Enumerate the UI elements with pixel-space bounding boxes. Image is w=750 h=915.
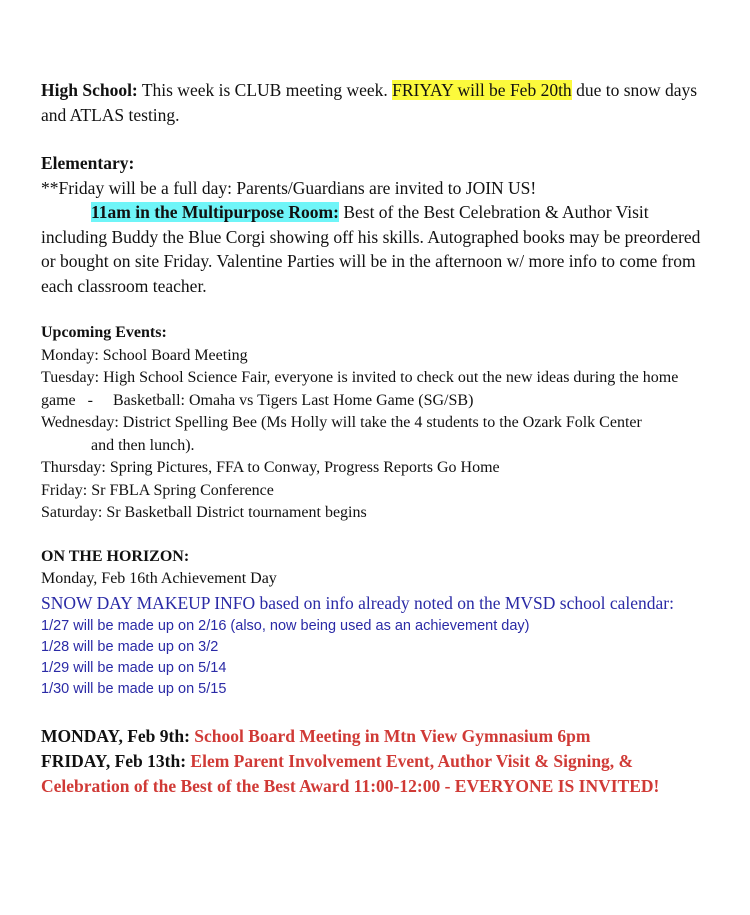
newsletter-document: [41, 78, 713, 799]
achievement-day-line: Monday, Feb 16th Achievement Day: [41, 570, 277, 587]
elementary-paragraph: [41, 200, 713, 298]
event-wednesday: Wednesday: District Spelling Bee (Ms Holly will take the 4 students to the Ozark Folk Center: [41, 414, 642, 431]
spacer: [41, 298, 713, 322]
upcoming-events-heading: Upcoming Events:: [41, 324, 167, 341]
event-saturday: Saturday: Sr Basketball District tournament begins: [41, 504, 367, 521]
event-thursday: Thursday: Spring Pictures, FFA to Conway, Progress Reports Go Home: [41, 459, 500, 476]
announcement-monday: [41, 724, 713, 749]
high-school-text-after: due to snow days and ATLAS testing.: [41, 80, 698, 125]
elementary-line-1: **Friday will be a full day: Parents/Guardians are invited to JOIN US!: [41, 177, 537, 198]
snow-day-makeup-info: SNOW DAY MAKEUP INFO based on info already noted on the MVSD school calendar:: [41, 592, 674, 613]
announcement-monday-text: School Board Meeting in Mtn View Gymnasium 6pm: [189, 725, 591, 746]
high-school-text-before: This week is CLUB meeting week.: [137, 80, 393, 100]
high-school-label: High School:: [41, 80, 138, 100]
spacer: [41, 127, 713, 151]
friyay-highlight: FRIYAY will be Feb 20th: [392, 80, 572, 100]
event-wednesday-cont: and then lunch).: [91, 436, 195, 454]
event-tuesday: Tuesday: High School Science Fair, everyone is invited to check out the new ideas during the home game - Basketball: Omaha vs Tigers Last Home Game (SG/SB): [41, 369, 683, 409]
event-friday: Friday: Sr FBLA Spring Conference: [41, 481, 274, 499]
makeup-day-3: 1/29 will be made up on 5/14: [41, 659, 227, 676]
elementary-heading: Elementary:: [41, 153, 135, 173]
spacer: [41, 700, 713, 724]
announcement-friday-text: Elem Parent Involvement Event, Author Visit & Signing, & Celebration of the Best of the Best Award 11:00-12:00 - EVERYONE IS INVITED!: [41, 750, 660, 796]
on-the-horizon-heading: ON THE HORIZON:: [41, 547, 190, 565]
announcement-monday-date: MONDAY, Feb 9th:: [41, 725, 190, 746]
high-school-paragraph: [41, 78, 713, 127]
makeup-day-2: 1/28 will be made up on 3/2: [41, 638, 219, 655]
announcement-friday: [41, 749, 713, 799]
makeup-day-4: 1/30 will be made up on 5/15: [41, 680, 227, 697]
spacer: [41, 525, 713, 546]
elementary-body: Best of the Best Celebration & Author Visit including Buddy the Blue Corgi showing off his skills. Autographed books may be preordered or bought on site Friday. Valentine Parties will be in the afternoon w/ more info to come from each classroom teacher.: [41, 202, 701, 296]
event-monday: Monday: School Board Meeting: [41, 346, 248, 364]
multipurpose-room-highlight: 11am in the Multipurpose Room:: [91, 202, 339, 222]
announcement-friday-date: FRIDAY, Feb 13th:: [41, 750, 187, 771]
makeup-day-1: 1/27 will be made up on 2/16 (also, now being used as an achievement day): [41, 617, 530, 634]
